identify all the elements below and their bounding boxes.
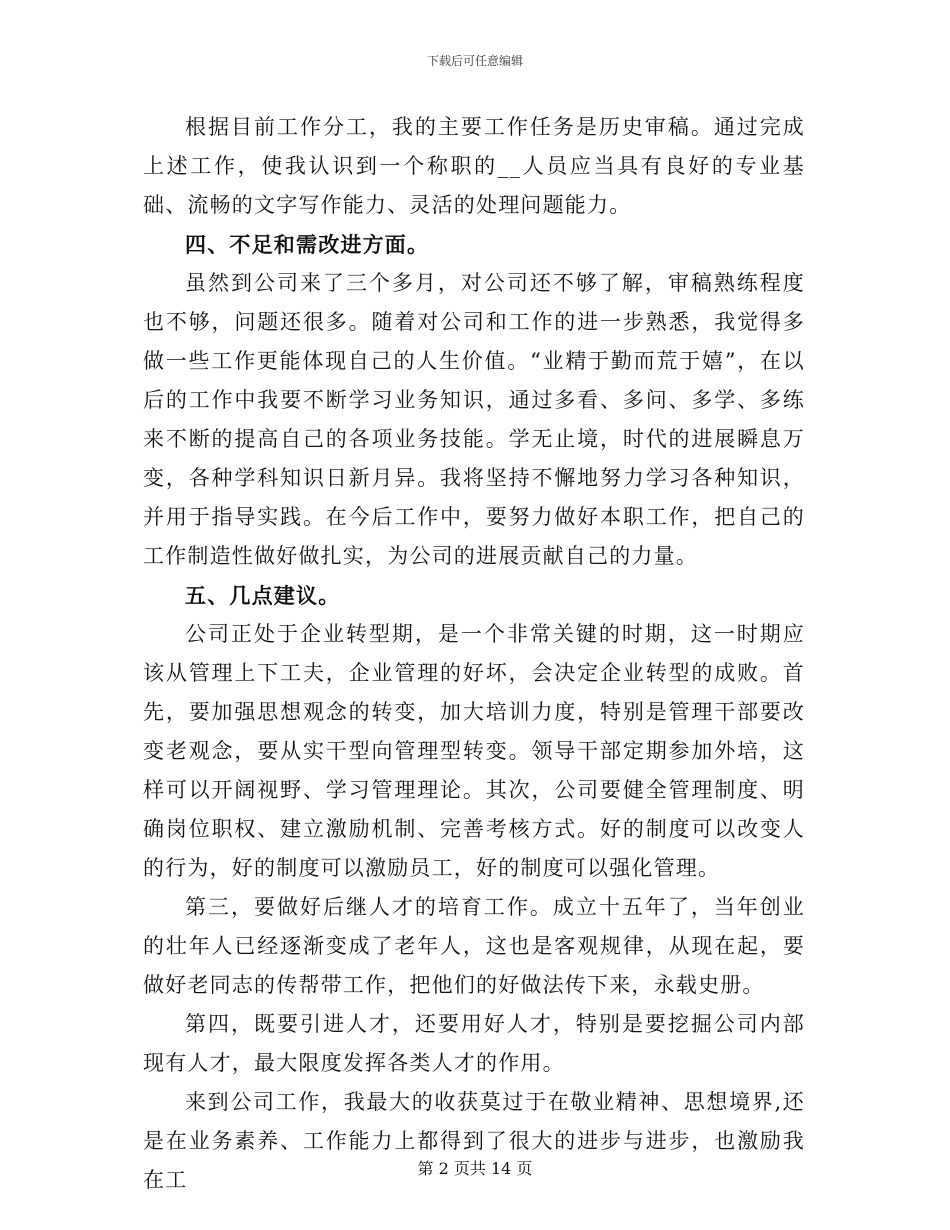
paragraph-third-point: 第三，要做好后继人才的培育工作。成立十五年了，当年创业的壮年人已经逐渐变成了老年人，这也是客观规律，从现在起，要做好老同志的传帮带工作，把他们的好做法传下来，永载史册。 <box>143 895 805 997</box>
paragraph-shortcomings: 虽然到公司来了三个多月，对公司还不够了解，审稿熟练程度也不够，问题还很多。随着对公司和工作的进一步熟悉，我觉得多做一些工作更能体现自己的人生价值。“业精于勤而荒于嬉”，在以后的工作中我要不断学习业务知识，通过多看、多问、多学、多练来不断的提高自己的各项业务技能。学无止境，时代的进展瞬息万变，各种学科知识日新月异。我将坚持不懈地努力学习各种知识，并用于指导实践。在今后工作中，要努力做好本职工作，把自己的工作制造性做好做扎实，为公司的进展贡献自己的力量。 <box>143 271 805 568</box>
document-body <box>143 108 805 1200</box>
paragraph-gains: 来到公司工作，我最大的收获莫过于在敬业精神、思想境界,还是在业务素养、工作能力上都得到了很大的进步与进步，也激励我在工 <box>143 1090 805 1192</box>
paragraph-work-tasks: 根据目前工作分工，我的主要工作任务是历史审稿。通过完成上述工作，使我认识到一个称职的__人员应当具有良好的专业基础、流畅的文字写作能力、灵活的处理问题能力。 <box>143 115 805 217</box>
page-footer: 第 2 页共 14 页 <box>417 1159 533 1178</box>
paragraph-fourth-point: 第四，既要引进人才，还要用好人才，特别是要挖掘公司内部现有人才，最大限度发挥各类人才的作用。 <box>143 1012 805 1075</box>
section-heading-shortcomings: 四、不足和需改进方面。 <box>185 232 430 257</box>
page-header: 下载后可任意编辑 <box>426 54 523 68</box>
paragraph-suggestions: 公司正处于企业转型期，是一个非常关键的时期，这一时期应该从管理上下工夫，企业管理的好坏，会决定企业转型的成败。首先，要加强思想观念的转变，加大培训力度，特别是管理干部要改变老观念，要从实干型向管理型转变。领导干部定期参加外培，这样可以开阔视野、学习管理理论。其次，公司要健全管理制度、明确岗位职权、建立激励机制、完善考核方式。好的制度可以改变人的行为，好的制度可以激励员工，好的制度可以强化管理。 <box>143 622 805 880</box>
section-heading-suggestions: 五、几点建议。 <box>185 583 341 608</box>
